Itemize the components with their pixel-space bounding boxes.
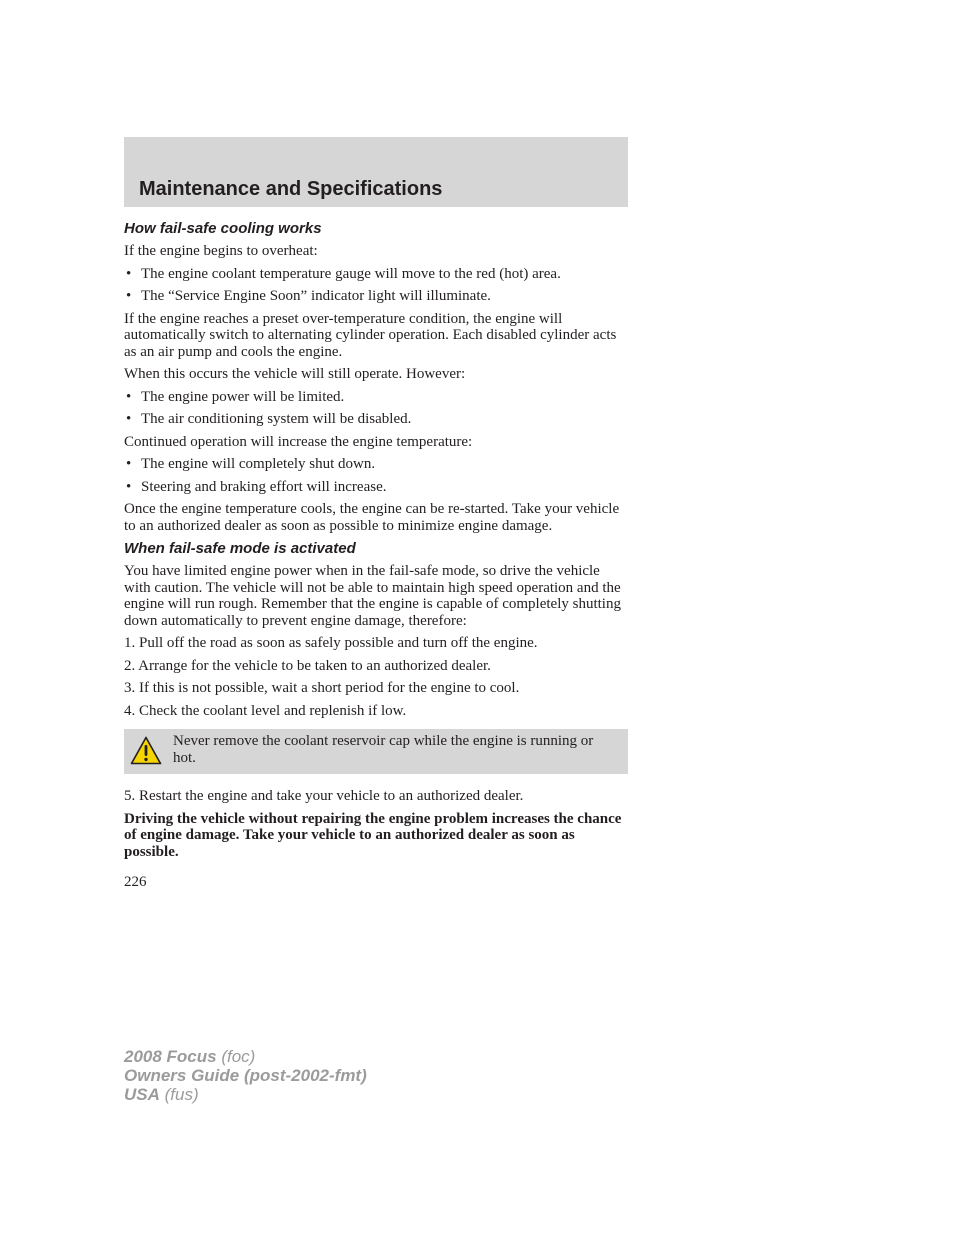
subheading-fail-safe-cooling: How fail-safe cooling works	[124, 220, 322, 237]
footer-line-model: 2008 Focus (foc)	[124, 1047, 256, 1066]
paragraph: When this occurs the vehicle will still operate. However:	[124, 366, 466, 382]
page-content	[124, 220, 628, 891]
intro-paragraph: If the engine begins to overheat:	[124, 243, 318, 259]
warning-text: Never remove the coolant reservoir cap while the engine is running or hot.	[173, 733, 594, 766]
list-item: • The air conditioning system will be disabled.	[126, 411, 412, 427]
bullet-list-operation	[124, 389, 628, 428]
paragraph: You have limited engine power when in the fail-safe mode, so drive the vehicle with caution. The vehicle will not be able to maintain high speed operation and the engine will run rough. Remember that the engine is capable of completely shutting down automatically to prevent engine damage, therefore:	[124, 563, 621, 629]
warning-box	[124, 729, 628, 774]
bullet-list-continued	[124, 456, 628, 495]
paragraph: If the engine reaches a preset over-temperature condition, the engine will automatically switch to alternating cylinder operation. Each disabled cylinder acts as an air pump and cools the engine.	[124, 310, 617, 360]
list-item: • Steering and braking effort will increase.	[126, 478, 387, 495]
list-item: • The engine will completely shut down.	[126, 456, 376, 472]
list-item: 2. Arrange for the vehicle to be taken to an authorized dealer.	[124, 657, 491, 674]
bullet-list-overheat	[124, 266, 628, 305]
section-header-band	[124, 137, 628, 207]
list-item: • The “Service Engine Soon” indicator light will illuminate.	[126, 288, 491, 304]
list-item: 4. Check the coolant level and replenish if low.	[124, 702, 407, 719]
list-item: 3. If this is not possible, wait a short period for the engine to cool.	[124, 680, 520, 696]
paragraph: Once the engine temperature cools, the engine can be re-started. Take your vehicle to an authorized dealer as soon as possible to minimize engine damage.	[124, 501, 620, 534]
footer-line-market: USA (fus)	[124, 1085, 199, 1104]
bold-caution-note: Driving the vehicle without repairing the engine problem increases the chance of engine damage. Take your vehicle to an authorized dealer as soon as possible.	[124, 810, 622, 860]
page-number: 226	[124, 874, 147, 890]
list-item: • The engine coolant temperature gauge will move to the red (hot) area.	[126, 265, 561, 282]
footer-line-guide: Owners Guide (post-2002-fmt)	[124, 1066, 367, 1085]
section-title: Maintenance and Specifications	[139, 178, 443, 200]
document-footer	[124, 1047, 367, 1104]
list-item: • The engine power will be limited.	[126, 388, 345, 405]
step-five: 5. Restart the engine and take your vehicle to an authorized dealer.	[124, 788, 524, 804]
paragraph: Continued operation will increase the engine temperature:	[124, 433, 473, 450]
numbered-steps	[124, 635, 628, 719]
warning-triangle-icon	[130, 736, 162, 765]
subheading-fail-safe-mode: When fail-safe mode is activated	[124, 540, 356, 557]
list-item: 1. Pull off the road as soon as safely possible and turn off the engine.	[124, 635, 538, 651]
